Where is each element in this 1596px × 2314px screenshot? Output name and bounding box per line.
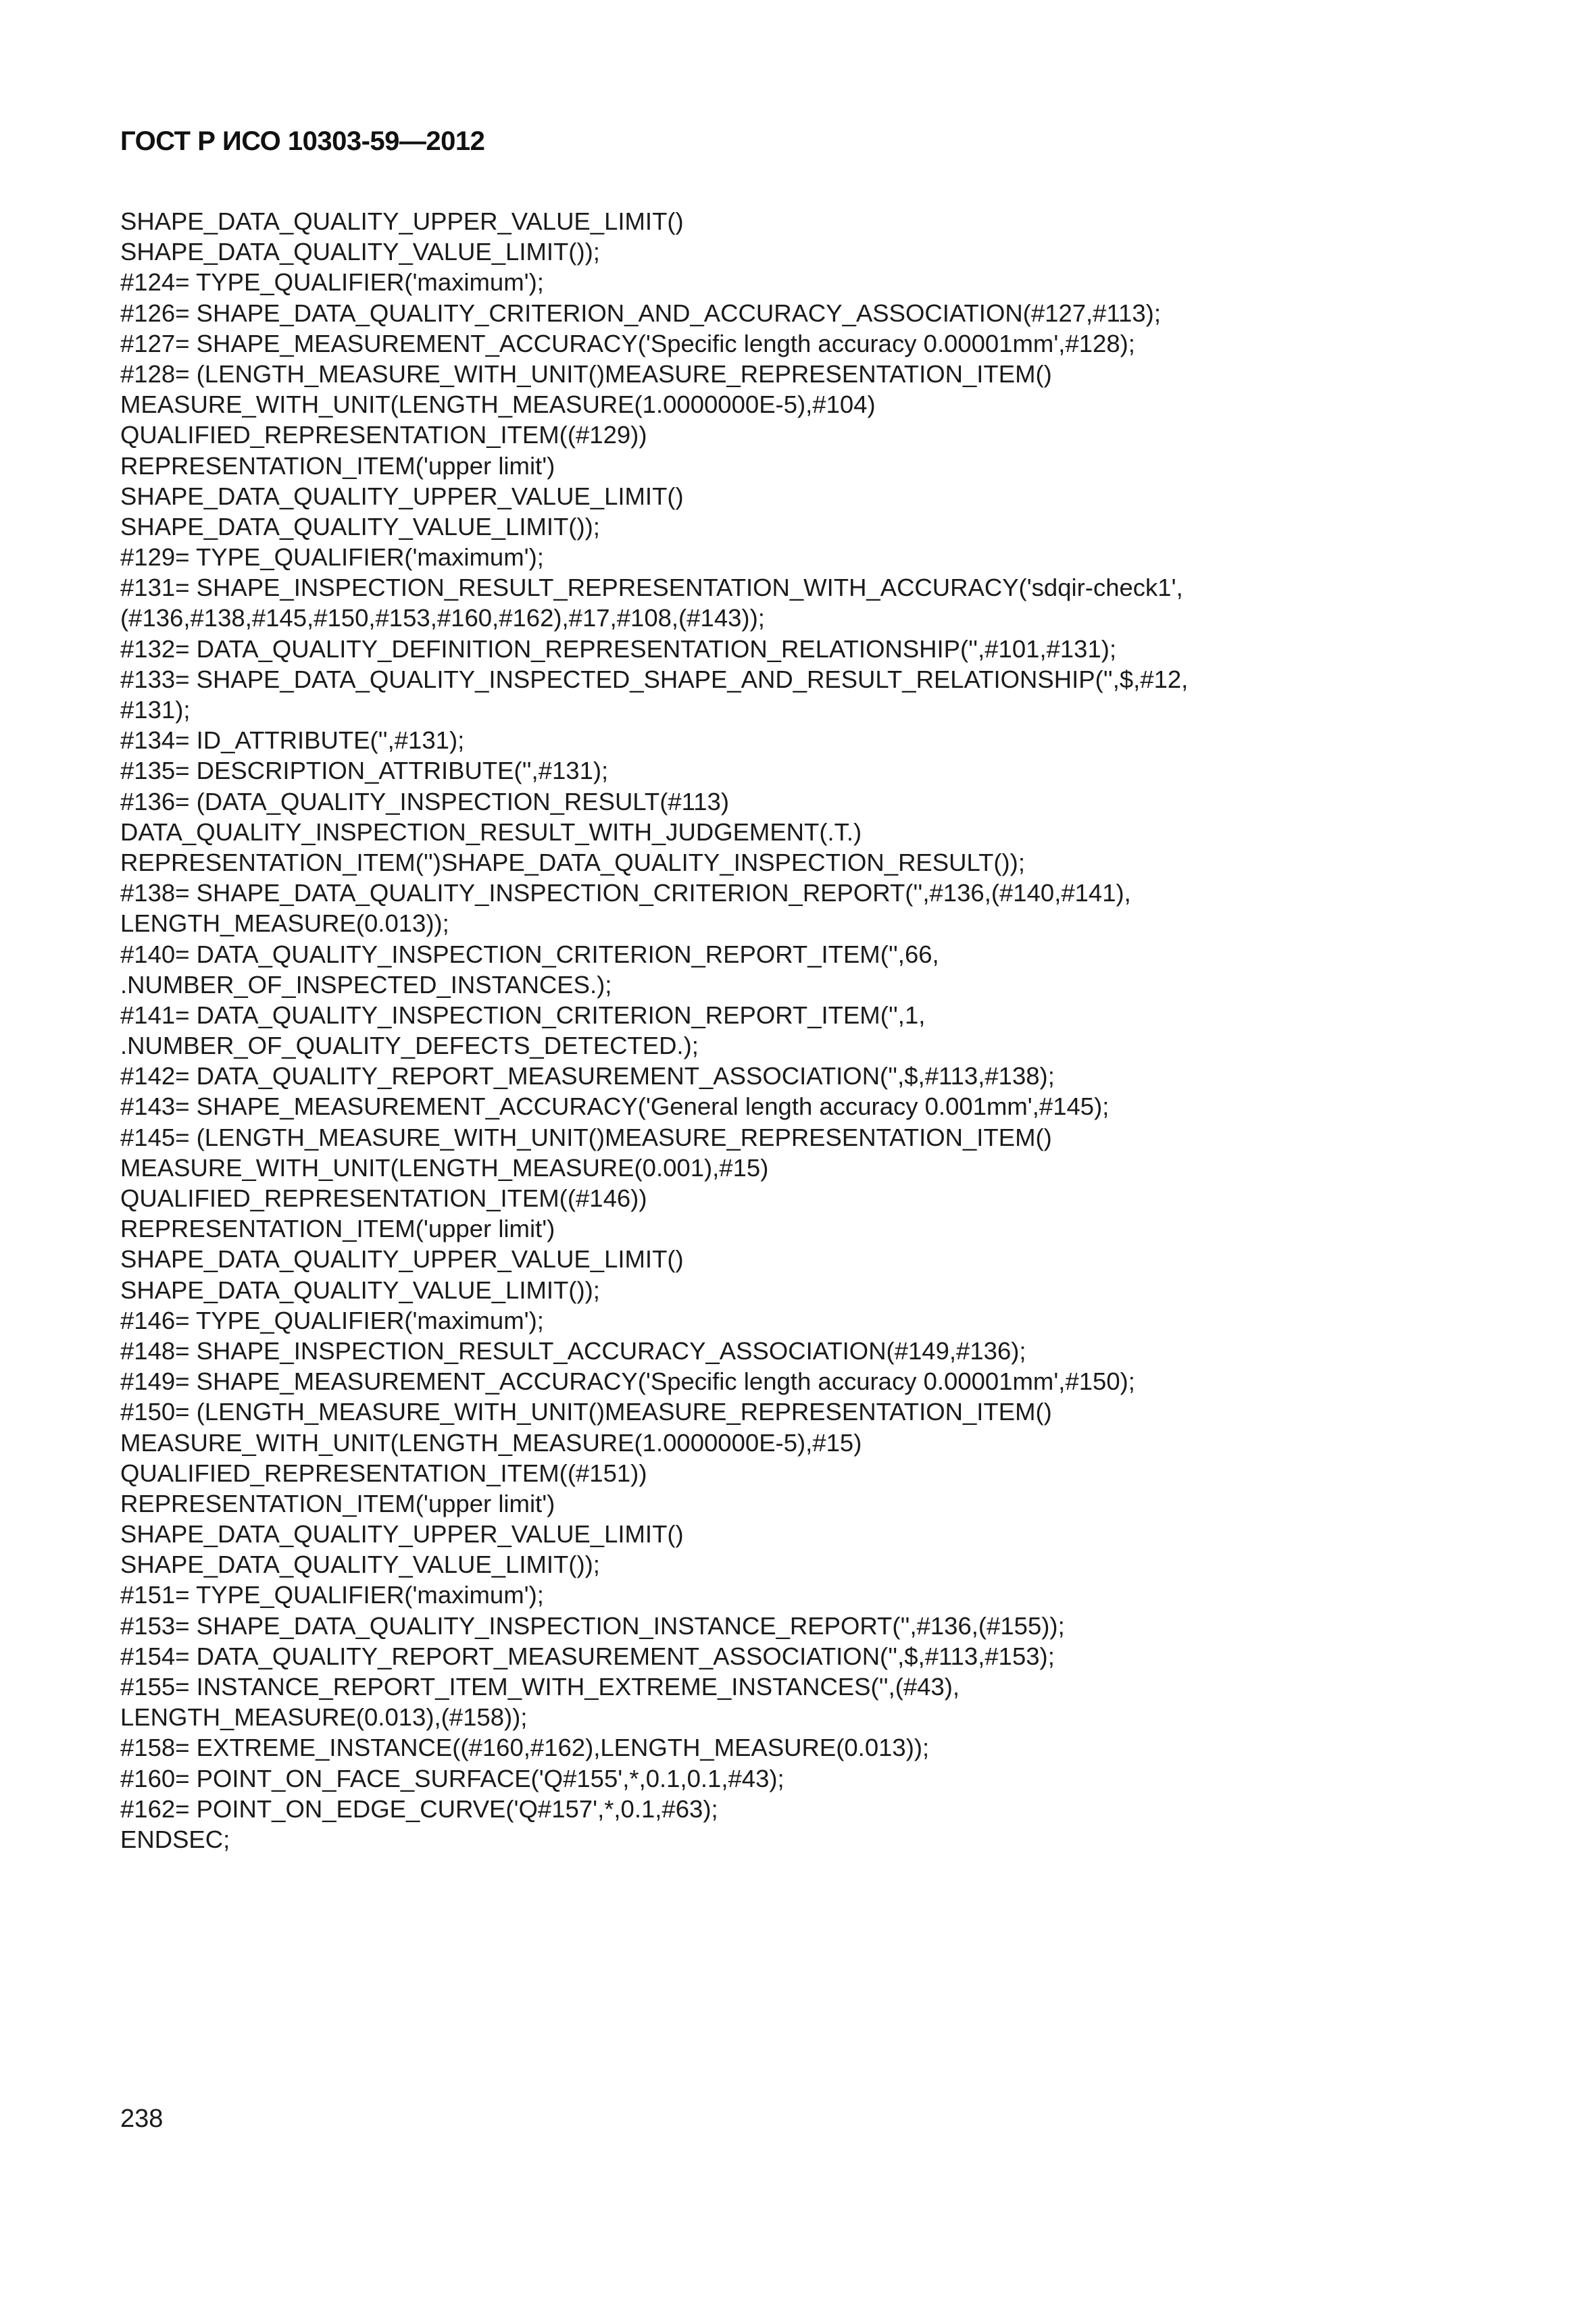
code-line: #126= SHAPE_DATA_QUALITY_CRITERION_AND_ACCURACY_ASSOCIATION(#127,#113);: [120, 299, 1161, 327]
code-line: SHAPE_DATA_QUALITY_VALUE_LIMIT());: [120, 512, 600, 540]
code-line: .NUMBER_OF_QUALITY_DEFECTS_DETECTED.);: [120, 1032, 699, 1060]
code-line: REPRESENTATION_ITEM('')SHAPE_DATA_QUALITY_INSPECTION_RESULT());: [120, 848, 1025, 876]
code-line: MEASURE_WITH_UNIT(LENGTH_MEASURE(1.0000000E-5),#104): [120, 391, 876, 419]
code-line: #150= (LENGTH_MEASURE_WITH_UNIT()MEASURE_REPRESENTATION_ITEM(): [120, 1398, 1052, 1426]
code-line: QUALIFIED_REPRESENTATION_ITEM((#146)): [120, 1184, 647, 1212]
code-line: REPRESENTATION_ITEM('upper limit'): [120, 451, 555, 480]
code-line: LENGTH_MEASURE(0.013));: [120, 909, 449, 938]
code-line: #155= INSTANCE_REPORT_ITEM_WITH_EXTREME_INSTANCES('',(#43),: [120, 1673, 960, 1701]
code-line: #133= SHAPE_DATA_QUALITY_INSPECTED_SHAPE_AND_RESULT_RELATIONSHIP('',$,#12,: [120, 665, 1189, 693]
code-line: #148= SHAPE_INSPECTION_RESULT_ACCURACY_ASSOCIATION(#149,#136);: [120, 1336, 1026, 1365]
code-line: #154= DATA_QUALITY_REPORT_MEASUREMENT_ASSOCIATION('',$,#113,#153);: [120, 1642, 1055, 1670]
code-line: REPRESENTATION_ITEM('upper limit'): [120, 1489, 555, 1517]
standard-header: ГОСТ Р ИСО 10303-59—2012: [120, 126, 485, 156]
code-line: #151= TYPE_QUALIFIER('maximum');: [120, 1581, 544, 1609]
code-line: REPRESENTATION_ITEM('upper limit'): [120, 1215, 555, 1243]
code-line: #128= (LENGTH_MEASURE_WITH_UNIT()MEASURE_REPRESENTATION_ITEM(): [120, 359, 1052, 388]
code-line: #138= SHAPE_DATA_QUALITY_INSPECTION_CRITERION_REPORT('',#136,(#140,#141),: [120, 879, 1131, 907]
code-line: #131= SHAPE_INSPECTION_RESULT_REPRESENTATION_WITH_ACCURACY('sdqir-check1',: [120, 574, 1183, 602]
code-line: LENGTH_MEASURE(0.013),(#158));: [120, 1703, 528, 1732]
step-file-listing: [120, 206, 1472, 1855]
code-line: ENDSEC;: [120, 1825, 230, 1853]
code-line: #153= SHAPE_DATA_QUALITY_INSPECTION_INSTANCE_REPORT('',#136,(#155));: [120, 1611, 1065, 1640]
code-line: #143= SHAPE_MEASUREMENT_ACCURACY('General length accuracy 0.001mm',#145);: [120, 1092, 1109, 1121]
code-line: SHAPE_DATA_QUALITY_UPPER_VALUE_LIMIT(): [120, 207, 684, 235]
code-line: SHAPE_DATA_QUALITY_UPPER_VALUE_LIMIT(): [120, 1520, 684, 1549]
code-line: DATA_QUALITY_INSPECTION_RESULT_WITH_JUDGEMENT(.T.): [120, 818, 862, 846]
code-line: SHAPE_DATA_QUALITY_VALUE_LIMIT());: [120, 1276, 600, 1304]
code-line: #140= DATA_QUALITY_INSPECTION_CRITERION_REPORT_ITEM('',66,: [120, 940, 939, 968]
code-line: MEASURE_WITH_UNIT(LENGTH_MEASURE(1.0000000E-5),#15): [120, 1428, 862, 1457]
code-line: #134= ID_ATTRIBUTE('',#131);: [120, 726, 465, 755]
code-line: #129= TYPE_QUALIFIER('maximum');: [120, 543, 544, 572]
code-line: .NUMBER_OF_INSPECTED_INSTANCES.);: [120, 970, 612, 999]
code-line: #146= TYPE_QUALIFIER('maximum');: [120, 1306, 544, 1334]
code-line: #158= EXTREME_INSTANCE((#160,#162),LENGTH_MEASURE(0.013));: [120, 1734, 930, 1762]
code-line: QUALIFIED_REPRESENTATION_ITEM((#129)): [120, 421, 647, 449]
code-line: #141= DATA_QUALITY_INSPECTION_CRITERION_REPORT_ITEM('',1,: [120, 1001, 926, 1029]
code-line: SHAPE_DATA_QUALITY_UPPER_VALUE_LIMIT(): [120, 1245, 684, 1274]
code-line: #135= DESCRIPTION_ATTRIBUTE('',#131);: [120, 757, 609, 785]
code-line: MEASURE_WITH_UNIT(LENGTH_MEASURE(0.001),#15): [120, 1153, 769, 1182]
code-line: #136= (DATA_QUALITY_INSPECTION_RESULT(#113): [120, 787, 729, 815]
code-line: SHAPE_DATA_QUALITY_UPPER_VALUE_LIMIT(): [120, 482, 684, 510]
code-line: #132= DATA_QUALITY_DEFINITION_REPRESENTATION_RELATIONSHIP('',#101,#131);: [120, 634, 1117, 663]
code-line: QUALIFIED_REPRESENTATION_ITEM((#151)): [120, 1459, 647, 1487]
code-line: #160= POINT_ON_FACE_SURFACE('Q#155',*,0.1,0.1,#43);: [120, 1764, 784, 1792]
code-line: SHAPE_DATA_QUALITY_VALUE_LIMIT());: [120, 238, 600, 266]
code-line: #145= (LENGTH_MEASURE_WITH_UNIT()MEASURE_REPRESENTATION_ITEM(): [120, 1123, 1052, 1151]
code-line: #127= SHAPE_MEASUREMENT_ACCURACY('Specific length accuracy 0.00001mm',#128);: [120, 329, 1135, 357]
code-line: #142= DATA_QUALITY_REPORT_MEASUREMENT_ASSOCIATION('',$,#113,#138);: [120, 1062, 1055, 1090]
code-line: #124= TYPE_QUALIFIER('maximum');: [120, 268, 544, 297]
code-line: #162= POINT_ON_EDGE_CURVE('Q#157',*,0.1,#63);: [120, 1794, 718, 1823]
code-line: SHAPE_DATA_QUALITY_VALUE_LIMIT());: [120, 1551, 600, 1579]
code-line: (#136,#138,#145,#150,#153,#160,#162),#17,#108,(#143));: [120, 604, 765, 632]
code-line: #149= SHAPE_MEASUREMENT_ACCURACY('Specific length accuracy 0.00001mm',#150);: [120, 1367, 1135, 1396]
page-number: 238: [120, 2105, 164, 2133]
code-line: #131);: [120, 696, 191, 724]
